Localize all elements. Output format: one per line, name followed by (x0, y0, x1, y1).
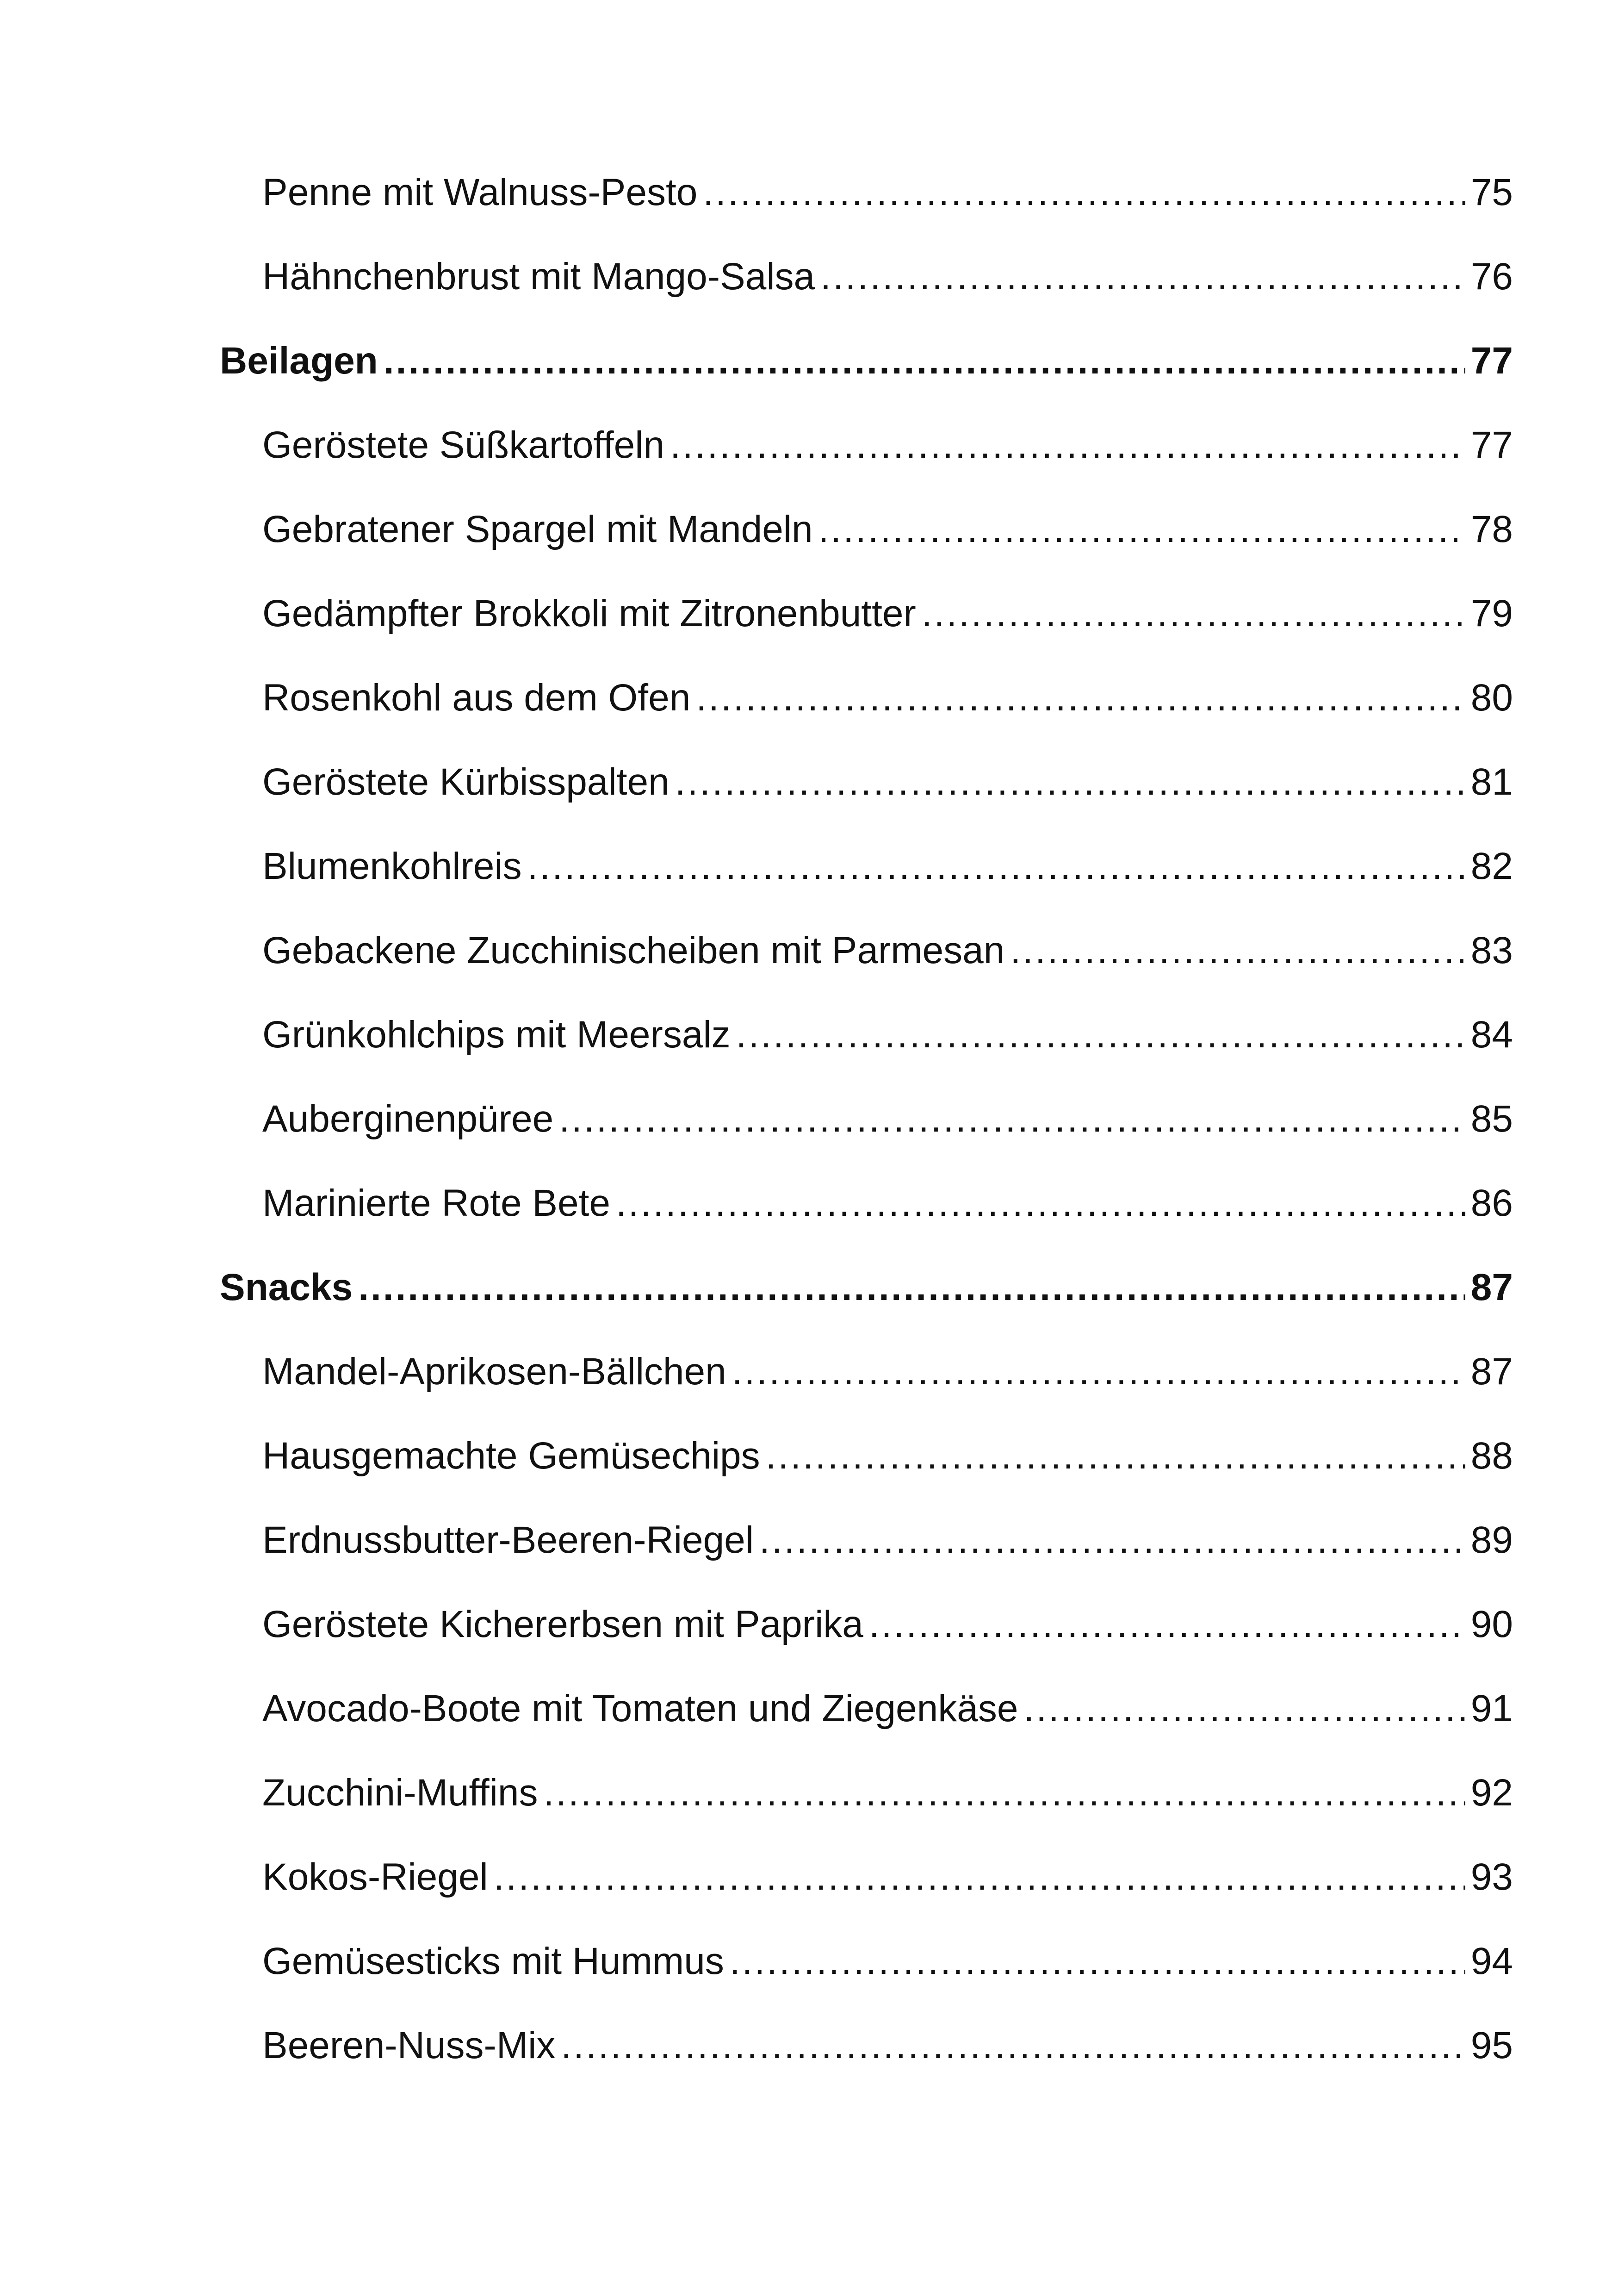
toc-entry-title: Mandel-Aprikosen-Bällchen (262, 1350, 726, 1393)
toc-entry-geroestete-kichererbsen-mit-paprika[interactable] (262, 1597, 1513, 1652)
toc-section-title: Beilagen (220, 340, 378, 382)
toc-entry-avocado-boote-mit-tomaten-und-ziegenkaese[interactable] (262, 1681, 1513, 1736)
toc-dot-leader (675, 754, 1465, 810)
toc-entry-title: Hausgemachte Gemüsechips (262, 1435, 760, 1477)
toc-entry-geroestete-suesskartoffeln[interactable] (262, 417, 1513, 473)
toc-entry-title: Marinierte Rote Bete (262, 1182, 611, 1224)
toc-section-title: Snacks (220, 1266, 353, 1308)
toc-dot-leader (358, 1260, 1465, 1315)
toc-dot-leader (670, 417, 1465, 473)
toc-entry-title: Erdnussbutter-Beeren-Riegel (262, 1519, 754, 1561)
toc-dot-leader (494, 1849, 1465, 1905)
toc-entry-title: Penne mit Walnuss-Pesto (262, 171, 698, 213)
toc-dot-leader (616, 1176, 1465, 1231)
toc-dot-leader (820, 249, 1465, 305)
toc-entry-title: Geröstete Kürbisspalten (262, 761, 670, 803)
toc-dot-leader (1010, 923, 1465, 978)
toc-entry-title: Gemüsesticks mit Hummus (262, 1940, 724, 1982)
toc-entry-title: Gebratener Spargel mit Mandeln (262, 508, 813, 550)
toc-entry-geroestete-kuerbisspalten[interactable] (262, 754, 1513, 810)
toc-dot-leader (561, 2018, 1465, 2073)
toc-entry-page: 86 (1470, 1182, 1513, 1224)
toc-entry-gedaempfter-brokkoli-mit-zitronenbutter[interactable] (262, 586, 1513, 641)
toc-section-page: 87 (1470, 1266, 1513, 1308)
toc-entry-kokos-riegel[interactable] (262, 1849, 1513, 1905)
toc-entry-page: 92 (1470, 1772, 1513, 1814)
toc-entry-gemuesesticks-mit-hummus[interactable] (262, 1934, 1513, 1989)
toc-dot-leader (818, 502, 1465, 557)
toc-entry-page: 85 (1470, 1098, 1513, 1140)
toc-dot-leader (732, 1344, 1465, 1400)
toc-entry-title: Hähnchenbrust mit Mango-Salsa (262, 255, 815, 298)
toc-entry-page: 79 (1470, 592, 1513, 635)
toc-entry-title: Gedämpfter Brokkoli mit Zitronenbutter (262, 592, 916, 635)
toc-entry-haehnchenbrust-mit-mango-salsa[interactable] (262, 249, 1513, 305)
toc-entry-title: Avocado-Boote mit Tomaten und Ziegenkäse (262, 1687, 1018, 1730)
toc-entry-hausgemachte-gemuesechips[interactable] (262, 1428, 1513, 1484)
toc-entry-page: 89 (1470, 1519, 1513, 1561)
toc-entry-erdnussbutter-beeren-riegel[interactable] (262, 1512, 1513, 1568)
toc-entry-mandel-aprikosen-baellchen[interactable] (262, 1344, 1513, 1400)
toc-section-snacks[interactable] (220, 1260, 1513, 1315)
toc-entry-title: Auberginenpüree (262, 1098, 554, 1140)
toc-entry-page: 95 (1470, 2024, 1513, 2066)
toc-entry-beeren-nuss-mix[interactable] (262, 2018, 1513, 2073)
toc-dot-leader (696, 670, 1465, 726)
toc-entry-title: Beeren-Nuss-Mix (262, 2024, 556, 2066)
toc-entry-title: Rosenkohl aus dem Ofen (262, 677, 691, 719)
toc-dot-leader (736, 1007, 1465, 1063)
toc-entry-gebackene-zucchinischeiben-mit-parmesan[interactable] (262, 923, 1513, 978)
toc-entry-title: Geröstete Kichererbsen mit Paprika (262, 1603, 863, 1645)
toc-entry-rosenkohl-aus-dem-ofen[interactable] (262, 670, 1513, 726)
toc-entry-zucchini-muffins[interactable] (262, 1765, 1513, 1821)
toc-dot-leader (922, 586, 1465, 641)
toc-dot-leader (559, 1091, 1465, 1147)
toc-entry-penne-mit-walnuss-pesto[interactable] (262, 165, 1513, 220)
toc-entry-page: 87 (1470, 1350, 1513, 1393)
toc-section-beilagen[interactable] (220, 333, 1513, 389)
toc-entry-title: Grünkohlchips mit Meersalz (262, 1014, 731, 1056)
toc-entry-page: 93 (1470, 1856, 1513, 1898)
toc-entry-page: 76 (1470, 255, 1513, 298)
toc-entry-page: 75 (1470, 171, 1513, 213)
toc-dot-leader (759, 1512, 1465, 1568)
toc-entry-page: 84 (1470, 1014, 1513, 1056)
toc-dot-leader (869, 1597, 1465, 1652)
toc-dot-leader (703, 165, 1465, 220)
toc-entry-blumenkohlreis[interactable] (262, 839, 1513, 894)
toc-entry-title: Geröstete Süßkartoffeln (262, 424, 665, 466)
toc-entry-auberginenpueree[interactable] (262, 1091, 1513, 1147)
toc-dot-leader (730, 1934, 1465, 1989)
toc-dot-leader (527, 839, 1465, 894)
toc-entry-page: 83 (1470, 929, 1513, 971)
toc-entry-page: 81 (1470, 761, 1513, 803)
toc-dot-leader (1023, 1681, 1465, 1736)
toc-entry-page: 90 (1470, 1603, 1513, 1645)
toc-entry-gebratener-spargel-mit-mandeln[interactable] (262, 502, 1513, 557)
toc-entry-marinierte-rote-bete[interactable] (262, 1176, 1513, 1231)
toc-entry-page: 80 (1470, 677, 1513, 719)
toc-entry-title: Zucchini-Muffins (262, 1772, 538, 1814)
toc-entry-page: 78 (1470, 508, 1513, 550)
toc-dot-leader (543, 1765, 1465, 1821)
toc-entry-title: Kokos-Riegel (262, 1856, 488, 1898)
toc-entry-page: 82 (1470, 845, 1513, 887)
toc-dot-leader (384, 333, 1465, 389)
toc-entry-gruenkohlchips-mit-meersalz[interactable] (262, 1007, 1513, 1063)
toc-entry-page: 91 (1470, 1687, 1513, 1730)
toc-section-page: 77 (1470, 340, 1513, 382)
toc-entry-page: 77 (1470, 424, 1513, 466)
toc-entry-page: 88 (1470, 1435, 1513, 1477)
toc-entry-title: Gebackene Zucchinischeiben mit Parmesan (262, 929, 1005, 971)
toc-entry-page: 94 (1470, 1940, 1513, 1982)
toc-entry-title: Blumenkohlreis (262, 845, 522, 887)
toc-dot-leader (766, 1428, 1465, 1484)
